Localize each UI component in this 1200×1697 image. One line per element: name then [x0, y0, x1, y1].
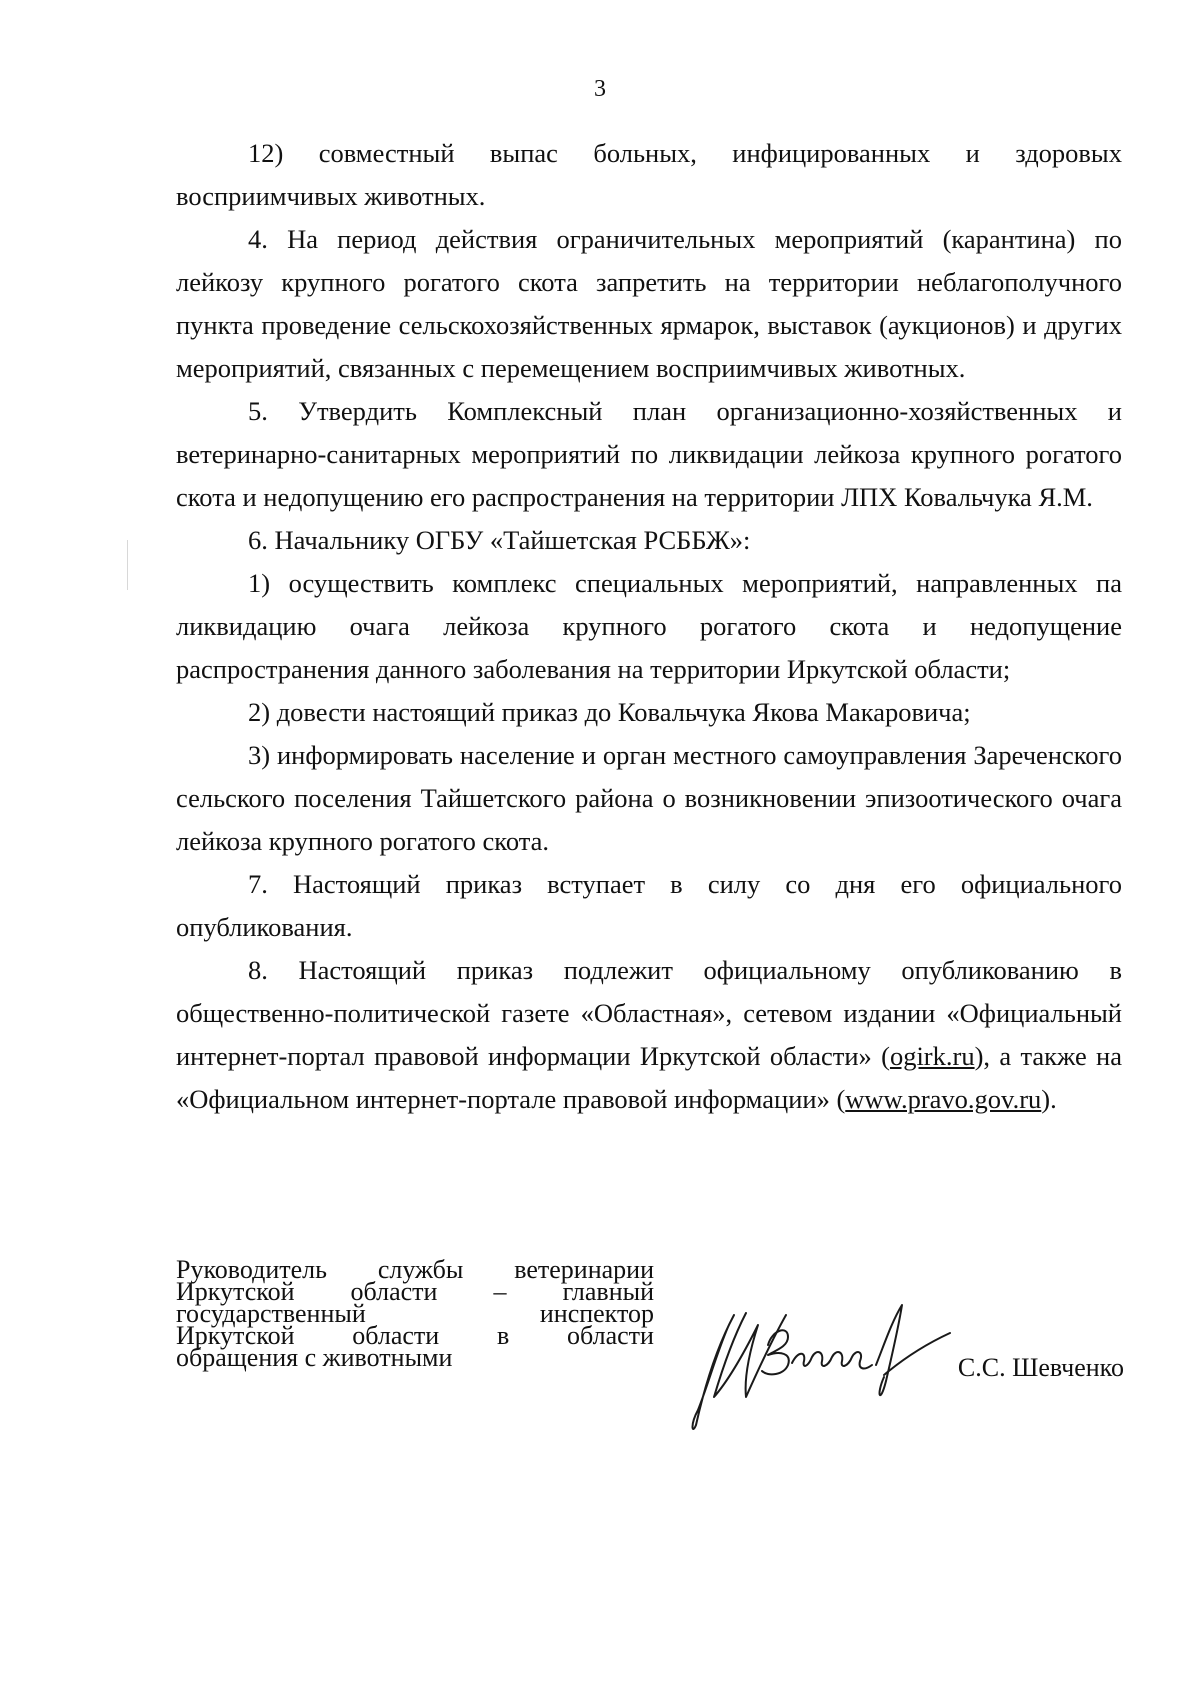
title-word: области: [352, 1321, 440, 1350]
title-word: обращения с животными: [176, 1343, 453, 1372]
title-word: службы: [377, 1255, 464, 1284]
signatory-title-line-5: [176, 1343, 654, 1372]
paragraph-7: 7. Настоящий приказ вступает в силу со дня его официального опубликования.: [176, 869, 1122, 942]
paragraph-6-2: 2) довести настоящий приказ до Ковальчука Якова Макаровича;: [248, 697, 971, 727]
title-word: Иркутской: [176, 1321, 295, 1350]
title-word: ветеринарии: [514, 1255, 654, 1284]
link-pravo-gov[interactable]: www.pravo.gov.ru: [845, 1084, 1042, 1114]
title-word: Иркутской: [176, 1277, 295, 1306]
title-word: области: [567, 1321, 654, 1350]
scan-margin-mark: [127, 540, 128, 590]
paragraph-6-1: 1) осуществить комплекс специальных мероприятий, направленных па ликвидацию очага лейкоза крупного рогатого скота и недопущение распространения данного заболевания на территории Иркутской области;: [176, 568, 1122, 684]
paragraph-8-text-2: ), а также на «Официальном интернет-портале правовой информации» (: [176, 1041, 1123, 1114]
page-number: 3: [594, 76, 606, 102]
paragraph-8-text-1: 8. Настоящий приказ подлежит официальному опубликованию в общественно-политической газете «Областная», сетевом издании «Официальный интернет-портал правовой информации Иркутской области» (: [176, 955, 1122, 1071]
title-word: главный: [562, 1277, 654, 1306]
paragraph-4: 4. На период действия ограничительных мероприятий (карантина) по лейкозу крупного рогатого скота запретить на территории неблагополучного пункта проведение сельскохозяйственных ярмарок, выставок (аукционов) и других мероприятий, связанных с перемещением восприимчивых животных.: [176, 224, 1122, 383]
signer-name: С.С. Шевченко: [957, 1353, 1124, 1382]
title-word: –: [493, 1277, 507, 1306]
title-word: Руководитель: [176, 1255, 327, 1284]
paragraph-8-text-3: ).: [1041, 1084, 1057, 1114]
title-word: государственный: [176, 1299, 366, 1328]
handwritten-signature: [688, 1285, 958, 1435]
title-word: инспектор: [539, 1299, 654, 1328]
paragraph-12: 12) совместный выпас больных, инфицированных и здоровых восприимчивых животных.: [176, 138, 1122, 211]
link-ogirk[interactable]: ogirk.ru: [889, 1041, 975, 1071]
paragraph-6-3: 3) информировать население и орган местного самоуправления Зареченского сельского поселения Тайшетского района о возникновении эпизоотического очага лейкоза крупного рогатого скота.: [176, 740, 1122, 856]
paragraph-8: [176, 949, 1122, 1121]
document-body: [176, 132, 1122, 1121]
title-word: области: [350, 1277, 438, 1306]
signatory-title: [176, 1255, 654, 1372]
paragraph-6: 6. Начальнику ОГБУ «Тайшетская РСББЖ»:: [248, 525, 751, 555]
paragraph-5: 5. Утвердить Комплексный план организационно-хозяйственных и ветеринарно-санитарных мероприятий по ликвидации лейкоза крупного рогатого скота и недопущению его распространения на территории ЛПХ Ковальчука Я.М.: [176, 396, 1122, 512]
title-word: в: [496, 1321, 510, 1350]
